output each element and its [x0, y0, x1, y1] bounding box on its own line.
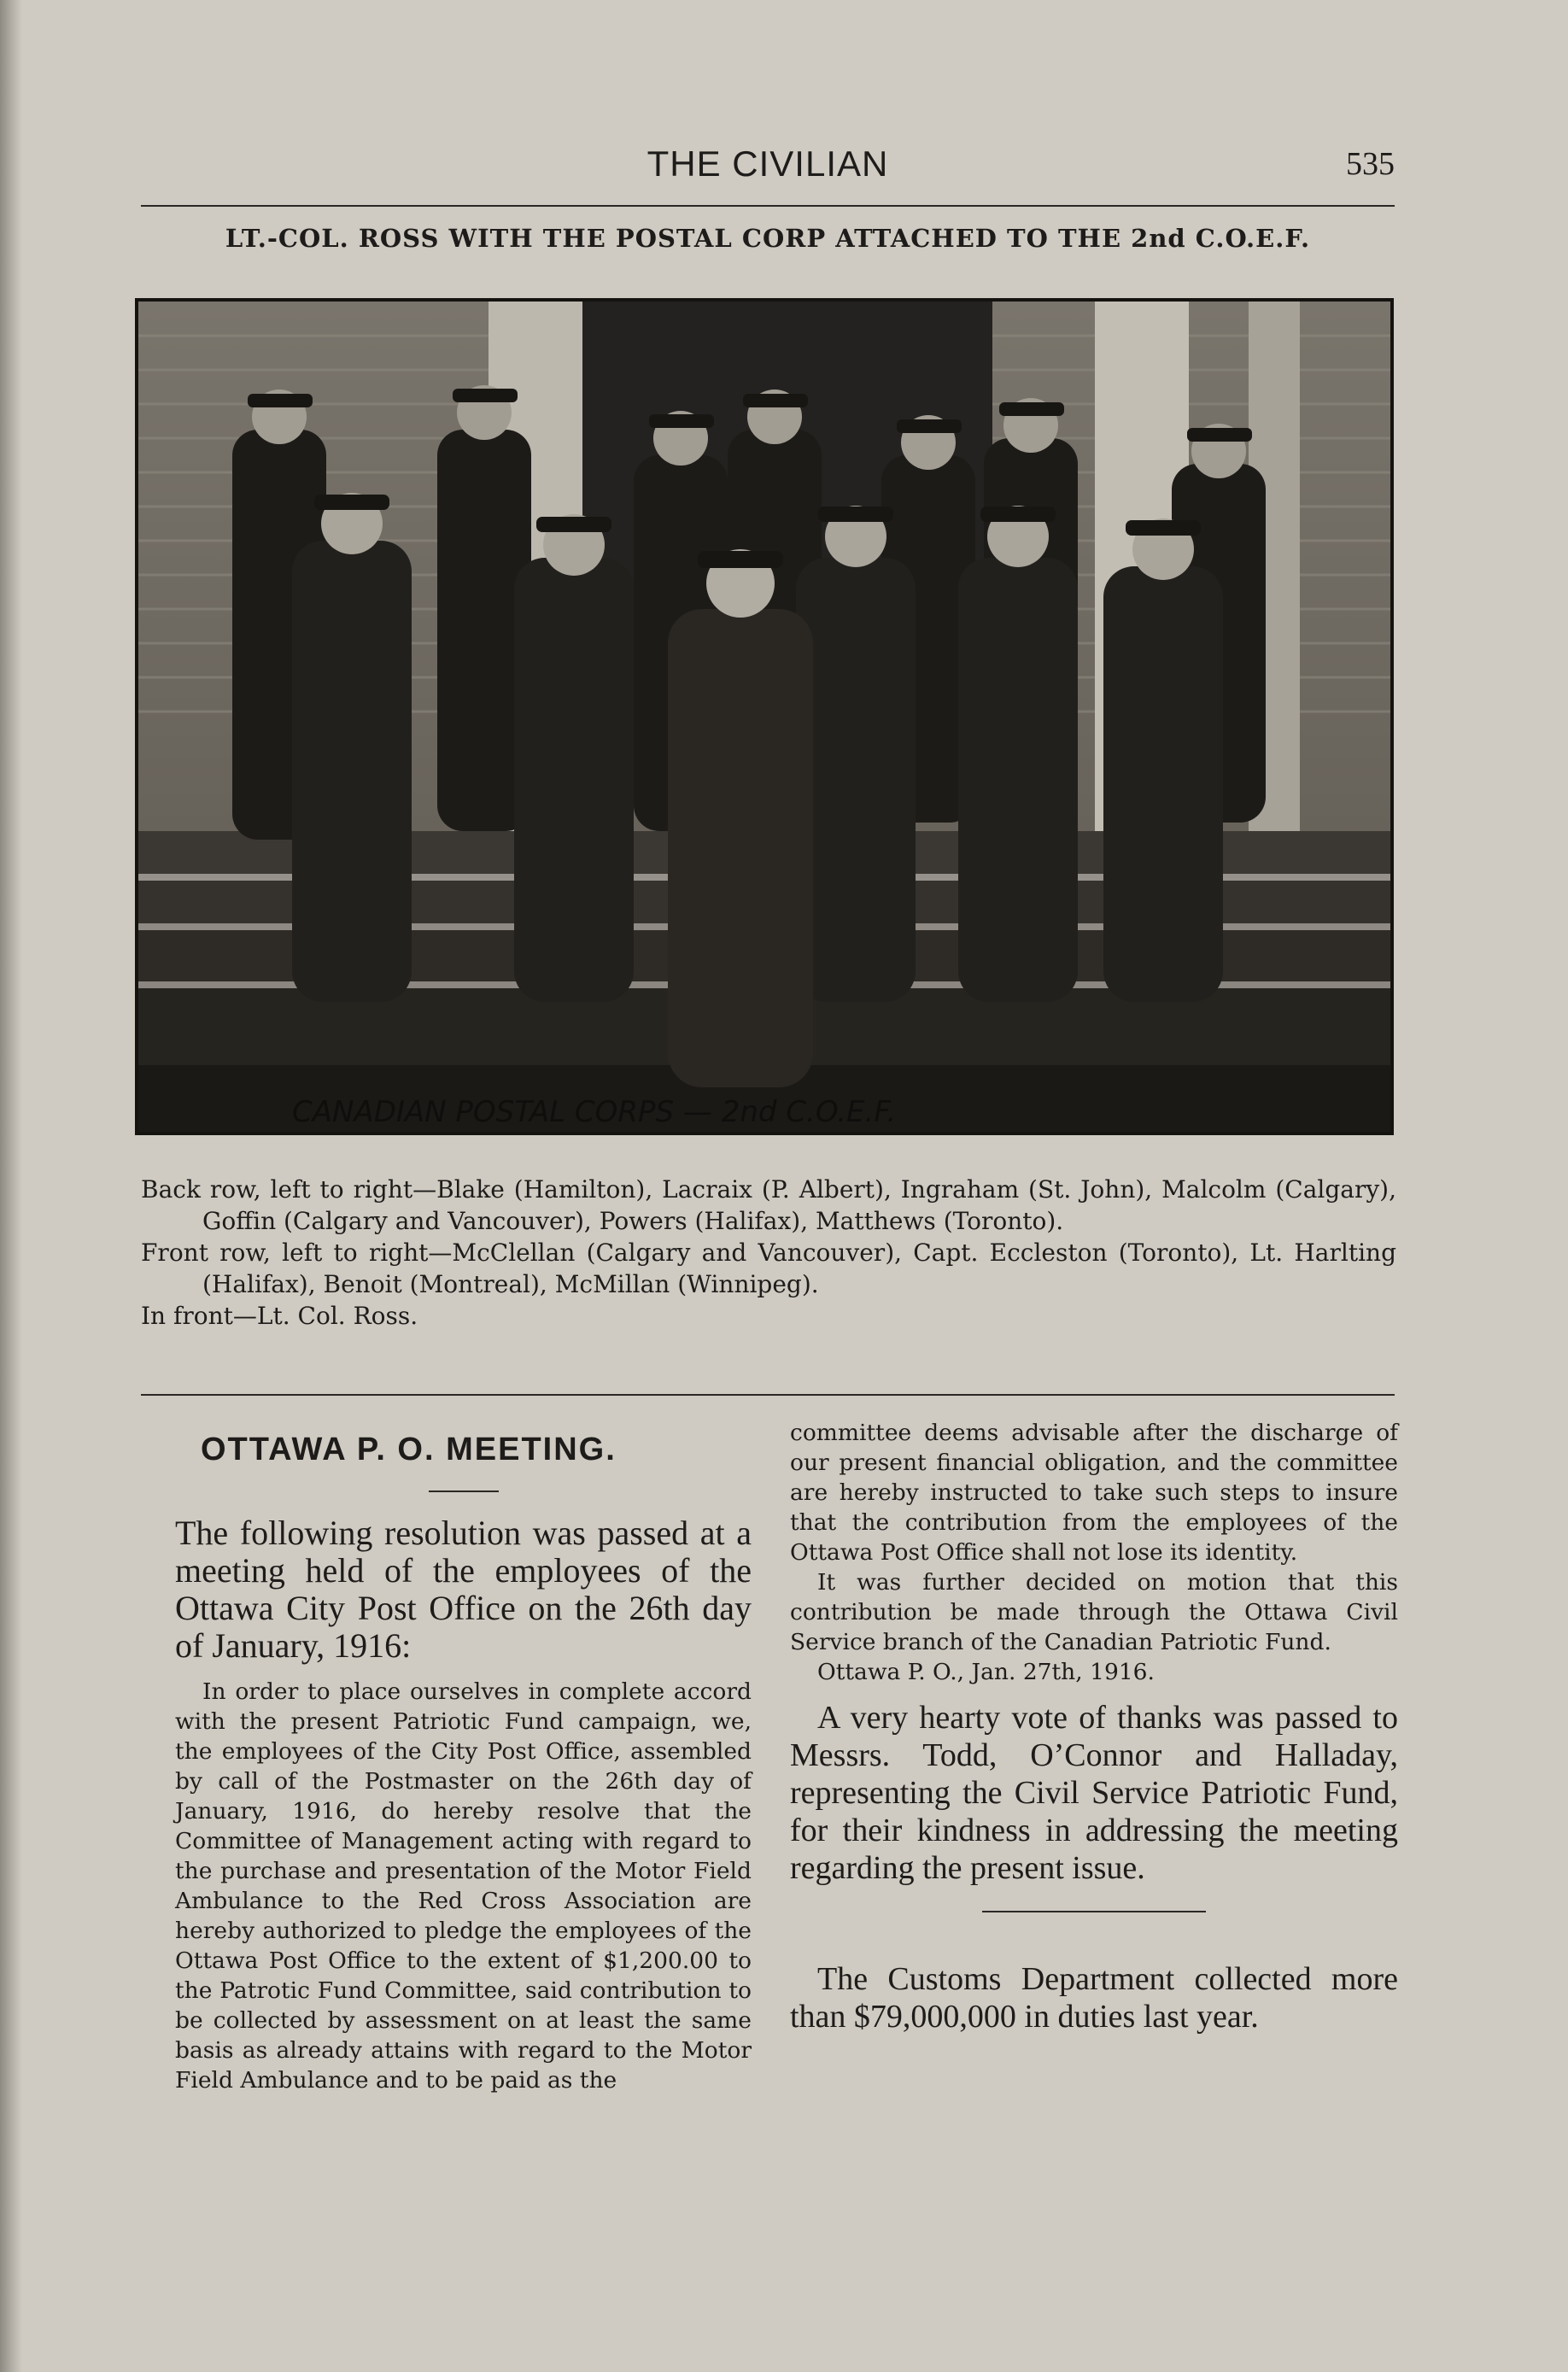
resolution-text-right: committee deems advisable after the discharge of our present financial obligation, and the committee are hereby instructed to take such steps to insure that the contribution from the employees of the Ottawa Post Office shall not lose its identity. — [790, 1420, 1398, 1566]
caption-front-row: Front row, left to right—McClellan (Calgary and Vancouver), Capt. Eccleston (Toronto), Lt. Harlting (Halifax), Benoit (Montreal), McMillan (Winnipeg). — [141, 1239, 1396, 1298]
page-header — [141, 143, 1395, 195]
article-lead: The following resolution was passed at a meeting held of the employees of the Ottawa City Post Office on the 26th day of January, 1916: — [175, 1514, 752, 1665]
resolution-text-left: In order to place ourselves in complete accord with the present Patriotic Fund campaign, we, the employees of the City Post Office, assembled by call of the Postmaster on the 26th day of January, 1916, do hereby resolve that the Committee of Management acting with regard to the purchase and presentation of the Motor Field Ambulance to the Red Cross Association are hereby authorized to pledge the employees of the Ottawa Post Office to the extent of $1,200.00 to the Patrotic Fund Committee, said contribution to be collected by assessment on at least the same basis as already attains with regard to the Motor Field Ambulance and to be paid as the — [175, 1678, 752, 2094]
section-rule — [141, 1394, 1395, 1396]
photo-title: LT.-COL. ROSS WITH THE POSTAL CORP ATTACHED TO THE 2nd C.O.E.F. — [225, 224, 1311, 253]
vote-of-thanks: A very hearty vote of thanks was passed to Messrs. Todd, O’Connor and Halladay, representing the Civil Service Patriotic Fund, for their kindness in addressing the meeting regarding the present issue. — [790, 1700, 1398, 1886]
photo-inscription: CANADIAN POSTAL CORPS — 2nd C.O.E.F. — [292, 1095, 897, 1129]
customs-note: The Customs Department collected more than $79,000,000 in duties last year. — [790, 1961, 1398, 2035]
caption-in-front: In front—Lt. Col. Ross. — [141, 1302, 418, 1330]
page-binding-shadow — [0, 0, 22, 2372]
dateline: Ottawa P. O., Jan. 27th, 1916. — [817, 1659, 1155, 1685]
title-rule — [429, 1491, 499, 1492]
article-right-column — [790, 1418, 1398, 2035]
group-photograph — [135, 298, 1394, 1135]
divider-rule — [982, 1911, 1206, 1912]
publication-title: THE CIVILIAN — [647, 143, 889, 184]
photo-caption — [141, 1174, 1396, 1332]
header-rule — [141, 205, 1395, 207]
page-number: 535 — [1346, 146, 1395, 182]
further-motion: It was further decided on motion that this contribution be made through the Ottawa Civil Service branch of the Canadian Patriotic Fund. — [790, 1569, 1398, 1655]
article-title: OTTAWA P. O. MEETING. — [201, 1432, 617, 1467]
photo-illustration — [138, 302, 1390, 1132]
article-left-column — [175, 1426, 752, 2095]
caption-back-row: Back row, left to right—Blake (Hamilton), Lacraix (P. Albert), Ingraham (St. John), Malcolm (Calgary), Goffin (Calgary and Vancouver), Powers (Halifax), Matthews (Toronto). — [141, 1175, 1396, 1235]
